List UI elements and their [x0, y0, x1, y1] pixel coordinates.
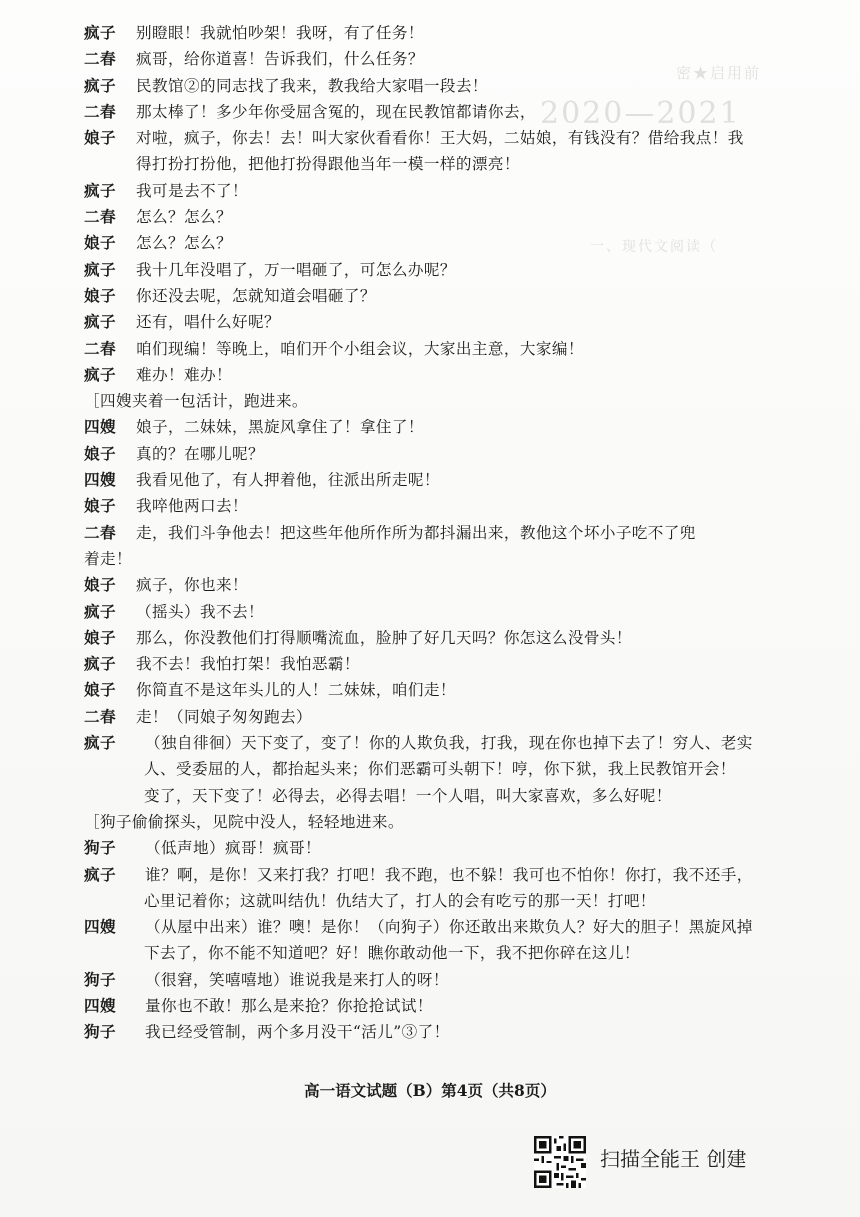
- watermark-year: 2020—2021: [540, 96, 741, 131]
- dialogue-line: [84, 388, 804, 414]
- dialogue-line: [84, 599, 804, 625]
- line-text: 量你也不敢！那么是来抢？你抢抢试试！: [145, 996, 433, 1015]
- speaker-name: 疯子: [84, 601, 116, 621]
- dialogue-line: [84, 309, 804, 335]
- dialogue-line: [84, 73, 804, 99]
- speaker-name: 疯子: [84, 864, 116, 884]
- speaker-name: 狗子: [84, 969, 116, 989]
- line-text: 别瞪眼！我就怕吵架！我呀，有了任务！: [136, 24, 424, 42]
- speaker-name: 二春: [84, 49, 116, 69]
- line-text: （独自徘徊）天下变了，变了！你的人欺负我，打我，现在你也掉下去了！穷人、老实: [145, 734, 753, 753]
- dialogue-line: [84, 993, 804, 1019]
- line-text: 我不去！我怕打架！我怕恶霸！: [136, 655, 360, 674]
- dialogue-line: [84, 677, 804, 703]
- speaker-name: 娘子: [84, 575, 116, 595]
- line-text: 真的？在哪儿呢？: [136, 444, 264, 463]
- stage-direction: ［四嫂夹着一包活计，跑进来。: [84, 392, 308, 411]
- line-text: 那太棒了！多少年你受屈含冤的，现在民教馆都请你去，: [136, 102, 536, 121]
- speaker-name: 娘子: [84, 496, 116, 516]
- page-footer: 高一语文试题（B）第4页（共8页）: [304, 1081, 556, 1100]
- line-text: 还有，唱什么好呢？: [136, 313, 280, 332]
- dialogue-line: [84, 940, 804, 966]
- speaker-name: 疯子: [84, 733, 116, 753]
- line-continuation: 下去了，你不能不知道吧？好！瞧你敢动他一下，我不把你碎在这儿！: [144, 944, 640, 963]
- line-text: 你简直不是这年头儿的人！二妹妹，咱们走！: [136, 681, 456, 700]
- speaker-name: 娘子: [84, 443, 116, 463]
- speaker-name: 疯子: [84, 75, 116, 95]
- line-text: 走，我们斗争他去！把这些年他所作所为都抖漏出来，教他这个坏小子吃不了兜: [136, 523, 696, 542]
- line-text: （低声地）疯哥！疯哥！: [145, 839, 321, 858]
- stage-direction: 着走！: [84, 549, 132, 568]
- dialogue-line: [84, 362, 804, 388]
- stage-direction: ［狗子偷偷探头，见院中没人，轻轻地进来。: [84, 812, 404, 831]
- speaker-name: 娘子: [84, 233, 116, 253]
- line-text: 咱们现编！等晚上，咱们开个小组会议，大家出主意，大家编！: [136, 339, 584, 358]
- speaker-name: 疯子: [84, 364, 116, 384]
- speaker-name: 四嫂: [84, 470, 116, 490]
- watermark-line: 一、现代文阅读（: [590, 239, 718, 255]
- qr-code-icon: [534, 1136, 586, 1188]
- dialogue-line: [84, 125, 804, 151]
- dialogue-line: [84, 835, 804, 861]
- speaker-name: 二春: [84, 338, 116, 358]
- speaker-name: 疯子: [84, 259, 116, 279]
- line-text: 疯子，你也来！: [136, 576, 248, 595]
- dialogue-line: [84, 888, 804, 914]
- dialogue-line: [84, 862, 804, 888]
- line-text: 难办！难办！: [136, 365, 232, 384]
- line-text: 疯哥，给你道喜！告诉我们，什么任务？: [136, 50, 424, 69]
- speaker-name: 四嫂: [84, 917, 116, 937]
- speaker-name: 二春: [84, 522, 116, 542]
- scanner-watermark-label: 扫描全能王 创建: [600, 1147, 747, 1171]
- dialogue-line: [84, 257, 804, 283]
- line-text: 走！（同娘子匆匆跑去）: [136, 707, 312, 726]
- dialogue-line: [84, 1019, 804, 1045]
- dialogue-line: [84, 178, 804, 204]
- line-text: 我已经受管制，两个多月没干“活儿”③了！: [145, 1023, 450, 1042]
- dialogue-line: [84, 467, 804, 493]
- dialogue-line: [84, 20, 804, 46]
- speaker-name: 狗子: [84, 1022, 116, 1042]
- speaker-name: 疯子: [84, 180, 116, 200]
- dialogue-line: [84, 625, 804, 651]
- speaker-name: 四嫂: [84, 995, 116, 1015]
- dialogue-body: [84, 20, 804, 1046]
- line-text: 怎么？怎么？: [136, 208, 232, 227]
- dialogue-line: [84, 651, 804, 677]
- dialogue-line: [84, 414, 804, 440]
- dialogue-line: [84, 809, 804, 835]
- dialogue-line: [84, 99, 804, 125]
- line-text: 那么，你没教他们打得顺嘴流血，脸肿了好几天吗？你怎这么没骨头！: [136, 628, 632, 647]
- line-continuation: 变了，天下变了！必得去，必得去唱！一个人唱，叫大家喜欢，多么好呢！: [144, 786, 672, 805]
- speaker-name: 娘子: [84, 627, 116, 647]
- dialogue-line: [84, 546, 804, 572]
- speaker-name: 娘子: [84, 285, 116, 305]
- speaker-name: 疯子: [84, 654, 116, 674]
- speaker-name: 二春: [84, 101, 116, 121]
- line-text: 我十几年没唱了，万一唱砸了，可怎么办呢？: [136, 260, 456, 279]
- dialogue-line: [84, 783, 804, 809]
- dialogue-line: [84, 704, 804, 730]
- dialogue-line: [84, 283, 804, 309]
- speaker-name: 娘子: [84, 128, 116, 148]
- line-text: 我啐他两口去！: [136, 497, 248, 516]
- line-text: （摇头）我不去！: [136, 602, 264, 621]
- dialogue-line: [84, 520, 804, 546]
- speaker-name: 二春: [84, 207, 116, 227]
- dialogue-line: [84, 730, 804, 756]
- speaker-name: 四嫂: [84, 417, 116, 437]
- speaker-name: 疯子: [84, 23, 116, 42]
- dialogue-line: [84, 967, 804, 993]
- line-text: 民教馆②的同志找了我来，教我给大家唱一段去！: [136, 76, 488, 95]
- speaker-name: 二春: [84, 706, 116, 726]
- dialogue-line: [84, 46, 804, 72]
- line-text: 谁？啊，是你！又来打我？打吧！我不跑，也不躲！我可也不怕你！你打，我不还手，: [145, 865, 753, 884]
- line-text: 对啦，疯子，你去！去！叫大家伙看看你！王大妈，二姑娘，有钱没有？借给我点！我: [136, 129, 744, 148]
- speaker-name: 娘子: [84, 680, 116, 700]
- line-text: 我可是去不了！: [136, 181, 248, 200]
- dialogue-line: [84, 336, 804, 362]
- dialogue-line: [84, 572, 804, 598]
- dialogue-line: [84, 230, 804, 256]
- dialogue-line: [84, 756, 804, 782]
- speaker-name: 狗子: [84, 838, 116, 858]
- watermark-corner: 密★启用前: [676, 64, 762, 82]
- dialogue-line: [84, 151, 804, 177]
- line-text: 娘子，二妹妹，黑旋风拿住了！拿住了！: [136, 418, 424, 437]
- line-continuation: 心里记着你；这就叫结仇！仇结大了，打人的会有吃亏的那一天！打吧！: [144, 891, 656, 910]
- speaker-name: 疯子: [84, 312, 116, 332]
- dialogue-line: [84, 493, 804, 519]
- line-continuation: 人、受委屈的人，都抬起头来；你们恶霸可头朝下！哼，你下狱，我上民教馆开会！: [144, 760, 736, 779]
- line-text: 你还没去呢，怎就知道会唱砸了？: [136, 286, 376, 305]
- line-text: （从屋中出来）谁？噢！是你！（向狗子）你还敢出来欺负人？好大的胆子！黑旋风掉: [145, 918, 753, 937]
- line-text: （很窘，笑嘻嘻地）谁说我是来打人的呀！: [145, 970, 449, 989]
- dialogue-line: [84, 204, 804, 230]
- dialogue-line: [84, 914, 804, 940]
- line-text: 怎么？怎么？: [136, 234, 232, 253]
- dialogue-line: [84, 441, 804, 467]
- line-text: 我看见他了，有人押着他，往派出所走呢！: [136, 471, 440, 490]
- line-continuation: 得打扮打扮他，把他打扮得跟他当年一模一样的漂亮！: [136, 155, 520, 174]
